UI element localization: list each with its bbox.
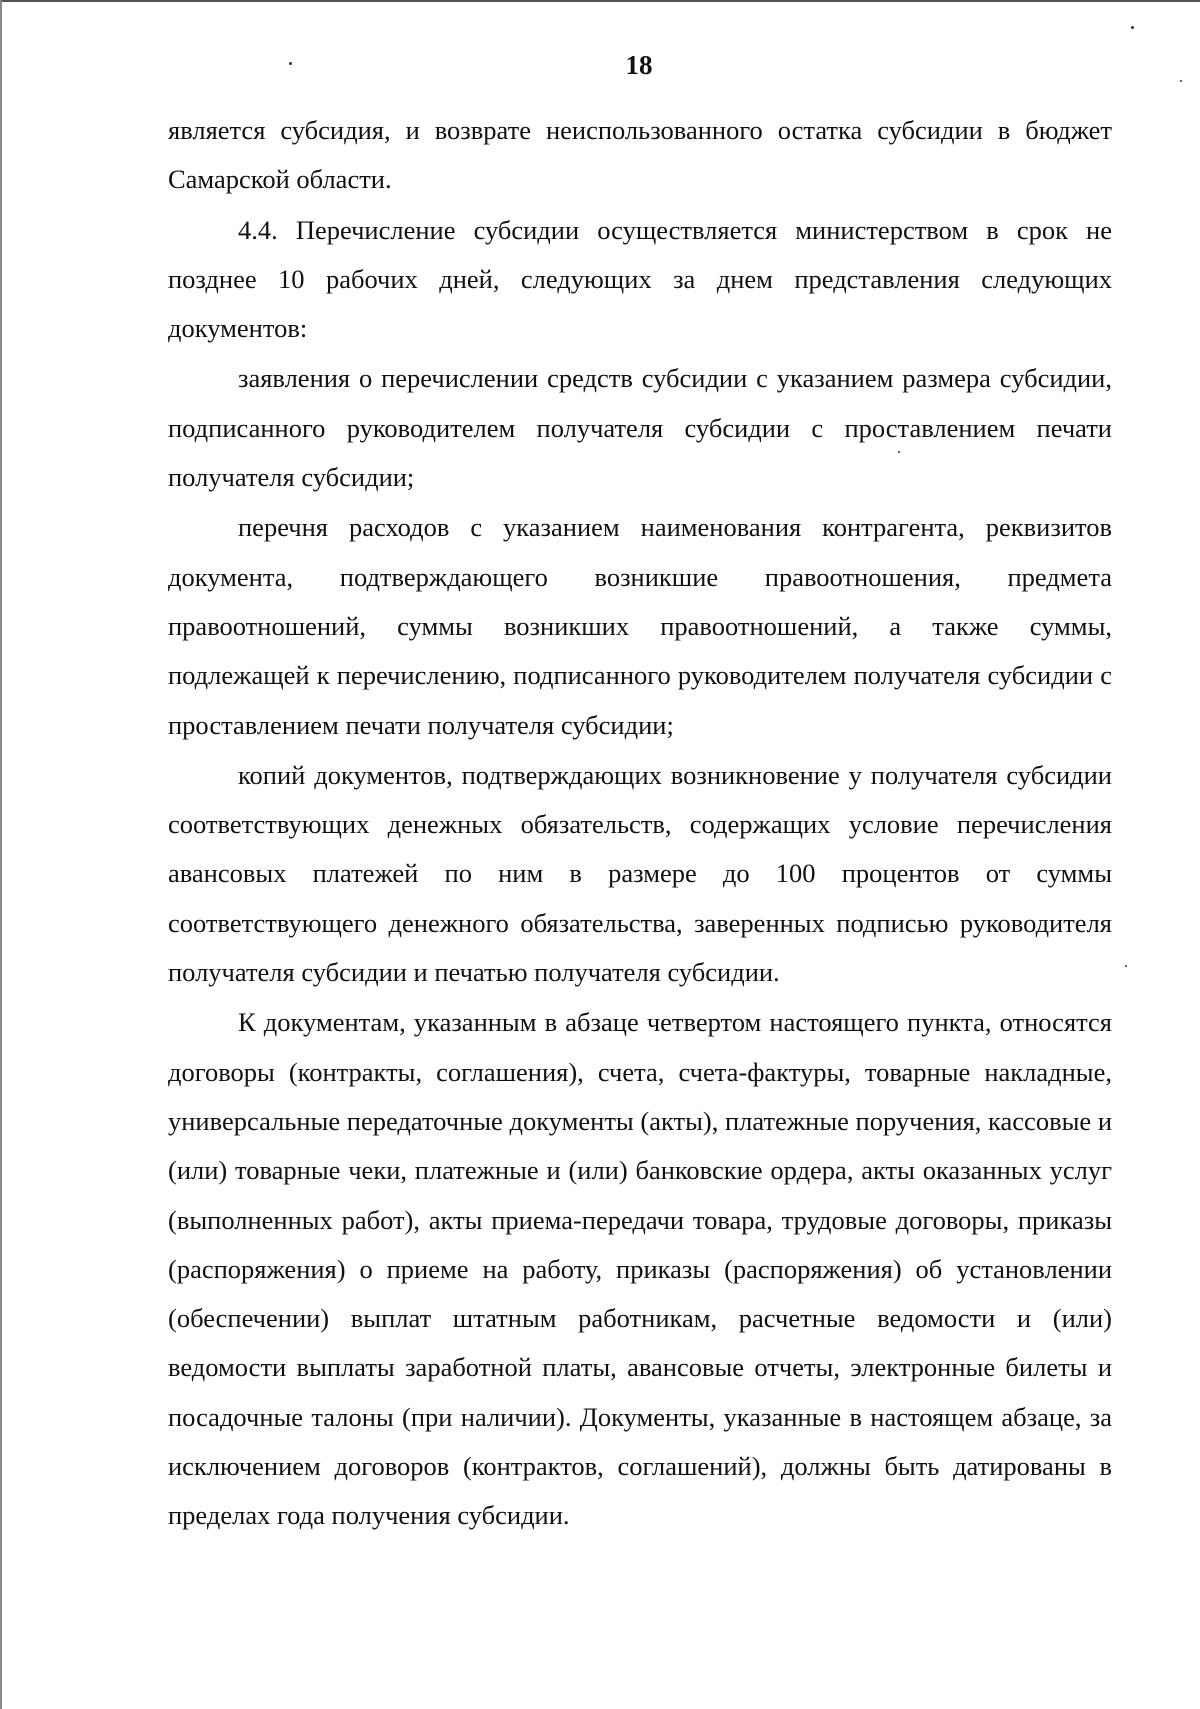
- scan-top-edge: [0, 0, 1200, 2]
- page-number: 18: [625, 50, 653, 80]
- scan-speck: [898, 451, 900, 453]
- scan-speck: [1180, 80, 1182, 82]
- paragraph-document-copies: копий документов, подтверждающих возникновение у получателя субсидии соответствующих денежных обязательств, содержащих условие перечисления авансовых платежей по ним в размере до 100 процентов от суммы соответствующего денежного обязательства, заверенных подписью руководителя получателя субсидии и печатью получателя субсидии.: [168, 759, 1112, 988]
- scan-speck: [1125, 965, 1127, 967]
- paragraph-document-types: К документам, указанным в абзаце четвертом настоящего пункта, относятся договоры (контракты, соглашения), счета, счета-фактуры, товарные накладные, универсальные передаточные документы (акты), платежные поручения, кассовые и (или) товарные чеки, платежные и (или) банковские ордера, акты оказанных услуг (выполненных работ), акты приема-передачи товара, трудовые договоры, приказы (распоряжения) о приеме на работу, приказы (распоряжения) об установлении (обеспечении) выплат штатным работникам, расчетные ведомости и (или) ведомости выплаты заработной платы, авансовые отчеты, электронные билеты и посадочные талоны (при наличии). Документы, указанные в настоящем абзаце, за исключением договоров (контрактов, соглашений), должны быть датированы в пределах года получения субсидии.: [168, 1007, 1112, 1531]
- paragraph-expense-list: перечня расходов с указанием наименования контрагента, реквизитов документа, подтверждающего возникшие правоотношения, предмета правоотношений, суммы возникших правоотношений, а также суммы, подлежащей к перечислению, подписанного руководителем получателя субсидии с проставлением печати получателя субсидии;: [168, 512, 1112, 740]
- body-text: [168, 106, 1112, 1541]
- paragraph-application: заявления о перечислении средств субсидии с указанием размера субсидии, подписанного руководителем получателя субсидии с проставлением печати получателя субсидии;: [168, 363, 1112, 493]
- scan-speck: [1131, 26, 1134, 29]
- paragraph-clause-4-4: 4.4. Перечисление субсидии осуществляется министерством в срок не позднее 10 рабочих дней, следующих за днем представления следующих документов:: [168, 214, 1112, 344]
- scan-speck: [289, 62, 292, 65]
- scan-left-edge: [0, 0, 2, 1709]
- paragraph-continuation: является субсидия, и возврате неиспользованного остатка субсидии в бюджет Самарской области.: [168, 115, 1112, 195]
